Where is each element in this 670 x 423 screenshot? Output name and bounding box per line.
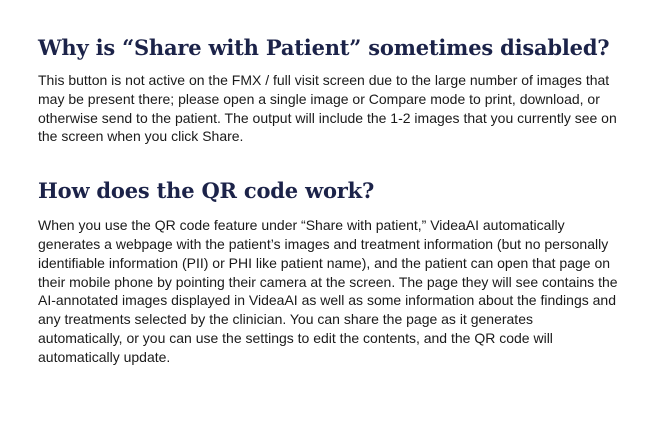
faq-answer: This button is not active on the FMX / full visit screen due to the large number of images that may be present there; please open a single image or Compare mode to print, download, or otherwise send to the patient. The output will include the 1-2 images that you currently see on the screen when you click Share.	[38, 72, 617, 145]
faq-section-qr-code	[38, 178, 618, 366]
faq-answer: When you use the QR code feature under “Share with patient,” VideaAI automatically generates a webpage with the patient’s images and treatment information (but no personally identifiable information (PII) or PHI like patient name), and the patient can open that page on their mobile phone by pointing their camera at the screen. The page they will see contains the AI-annotated images displayed in VideaAI as well as some information about the findings and any treatments selected by the clinician. You can share the page as it generates automatically, or you can use the settings to edit the contents, and the QR code will automatically update.	[38, 217, 618, 365]
faq-section-share-disabled	[38, 35, 618, 146]
faq-heading: Why is “Share with Patient” sometimes disabled?	[38, 35, 610, 60]
faq-content	[38, 0, 618, 367]
faq-heading: How does the QR code work?	[38, 178, 375, 204]
